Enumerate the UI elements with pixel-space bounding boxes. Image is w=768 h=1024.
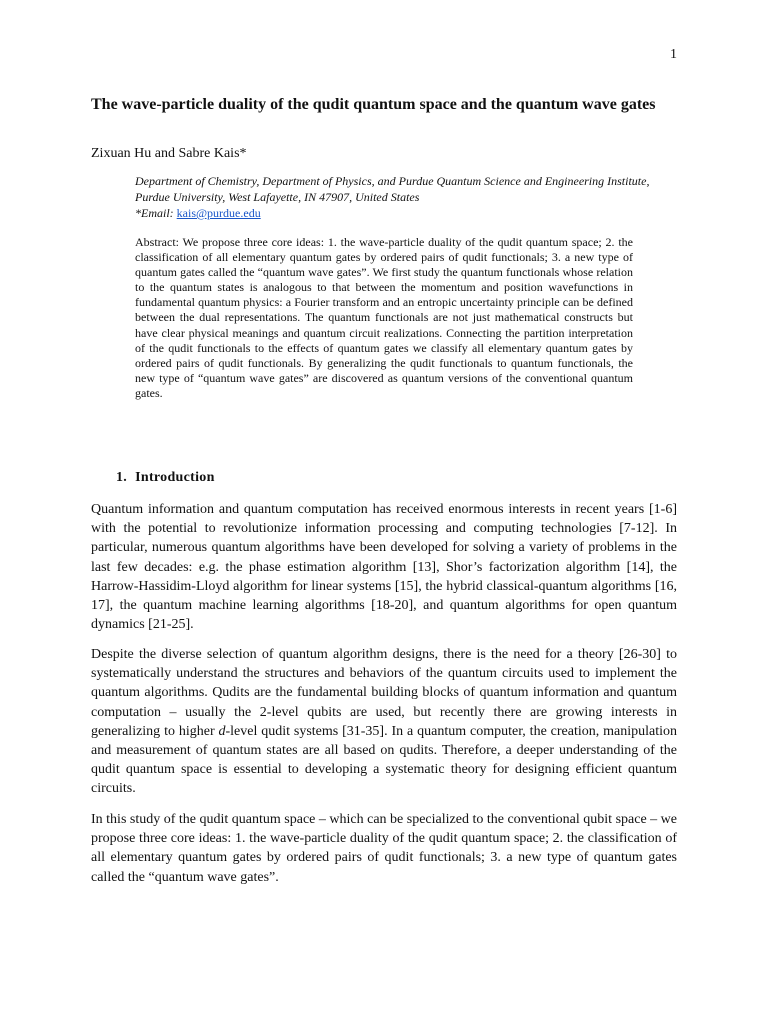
paragraph-2-text-a: Despite the diverse selection of quantum algorithm designs, there is the need for a theory [26-30] to systematically understand the structures and behaviors of the quantum circuits used to implement the quantum algorithms. Qudits are the fundamental building blocks of quantum information and quantum computation – usually the 2-level qubits are used, but recently there are growing interests in generalizing to higher (91, 647, 677, 739)
paragraph-2-italic-d: d (218, 723, 226, 739)
intro-paragraph-3: In this study of the qudit quantum space – which can be specialized to the conventional qubit space – we propose three core ideas: 1. the wave-particle duality of the qudit quantum space; 2. the classification of all elementary quantum gates by ordered pairs of qudit functionals; 3. a new type of quantum gates called the “quantum wave gates”. (91, 812, 677, 885)
authors: Zixuan Hu and Sabre Kais* (91, 146, 247, 161)
affiliation-block (135, 173, 680, 221)
intro-paragraph-2 (91, 645, 677, 799)
email-link[interactable]: kais@purdue.edu (176, 206, 261, 220)
section-number: 1. (116, 470, 128, 485)
page-number: 1 (670, 47, 677, 62)
abstract: Abstract: We propose three core ideas: 1. the wave-particle duality of the qudit quantum space; 2. the classification of all elementary quantum gates by ordered pairs of qudit functionals; 3. a new type of quantum gates called the “quantum wave gates”. We first study the quantum functionals whose relation to the quantum states is analogous to that between the momentum and position wavefunctions in fundamental quantum physics: a Fourier transform and an entropic uncertainty principle can be defined between the dual representations. The quantum functionals are not just mathematical constructs but have clear physical meanings and quantum circuit realizations. Connecting the partition interpretation of the qudit functionals to the effects of quantum gates we classify all elementary quantum gates by ordered pairs of qudit functionals. By generalizing the qudit functionals to quantum functionals, the new type of “quantum wave gates” are discovered as quantum versions of the conventional quantum gates. (135, 235, 633, 400)
section-heading-introduction (116, 470, 215, 486)
paper-title: The wave-particle duality of the qudit quantum space and the quantum wave gates (91, 96, 656, 113)
paragraph-2-text-b: -level qudit systems [31-35]. In a quantum computer, the creation, manipulation and measurement of quantum states are all based on qudits. Therefore, a deeper understanding of the qudit quantum space is essential to developing a systematic theory for designing efficient quantum circuits. (91, 723, 677, 797)
email-line (135, 205, 680, 221)
intro-paragraph-1: Quantum information and quantum computation has received enormous interests in recent years [1-6] with the potential to revolutionize information processing and computing technologies [7-12]. In particular, numerous quantum algorithms have been developed for solving a variety of problems in the last few decades: e.g. the phase estimation algorithm [13], Shor’s factorization algorithm [14], the Harrow-Hassidim-Lloyd algorithm for linear systems [15], the hybrid classical-quantum algorithms [16, 17], the quantum machine learning algorithms [18-20], and quantum algorithms for open quantum dynamics [21-25]. (91, 502, 677, 633)
email-label: *Email: (135, 206, 177, 220)
section-title: Introduction (135, 470, 215, 485)
affiliation-text: Department of Chemistry, Department of Physics, and Purdue Quantum Science and Engineering Institute, Purdue University, West Lafayette, IN 47907, United States (135, 174, 650, 204)
